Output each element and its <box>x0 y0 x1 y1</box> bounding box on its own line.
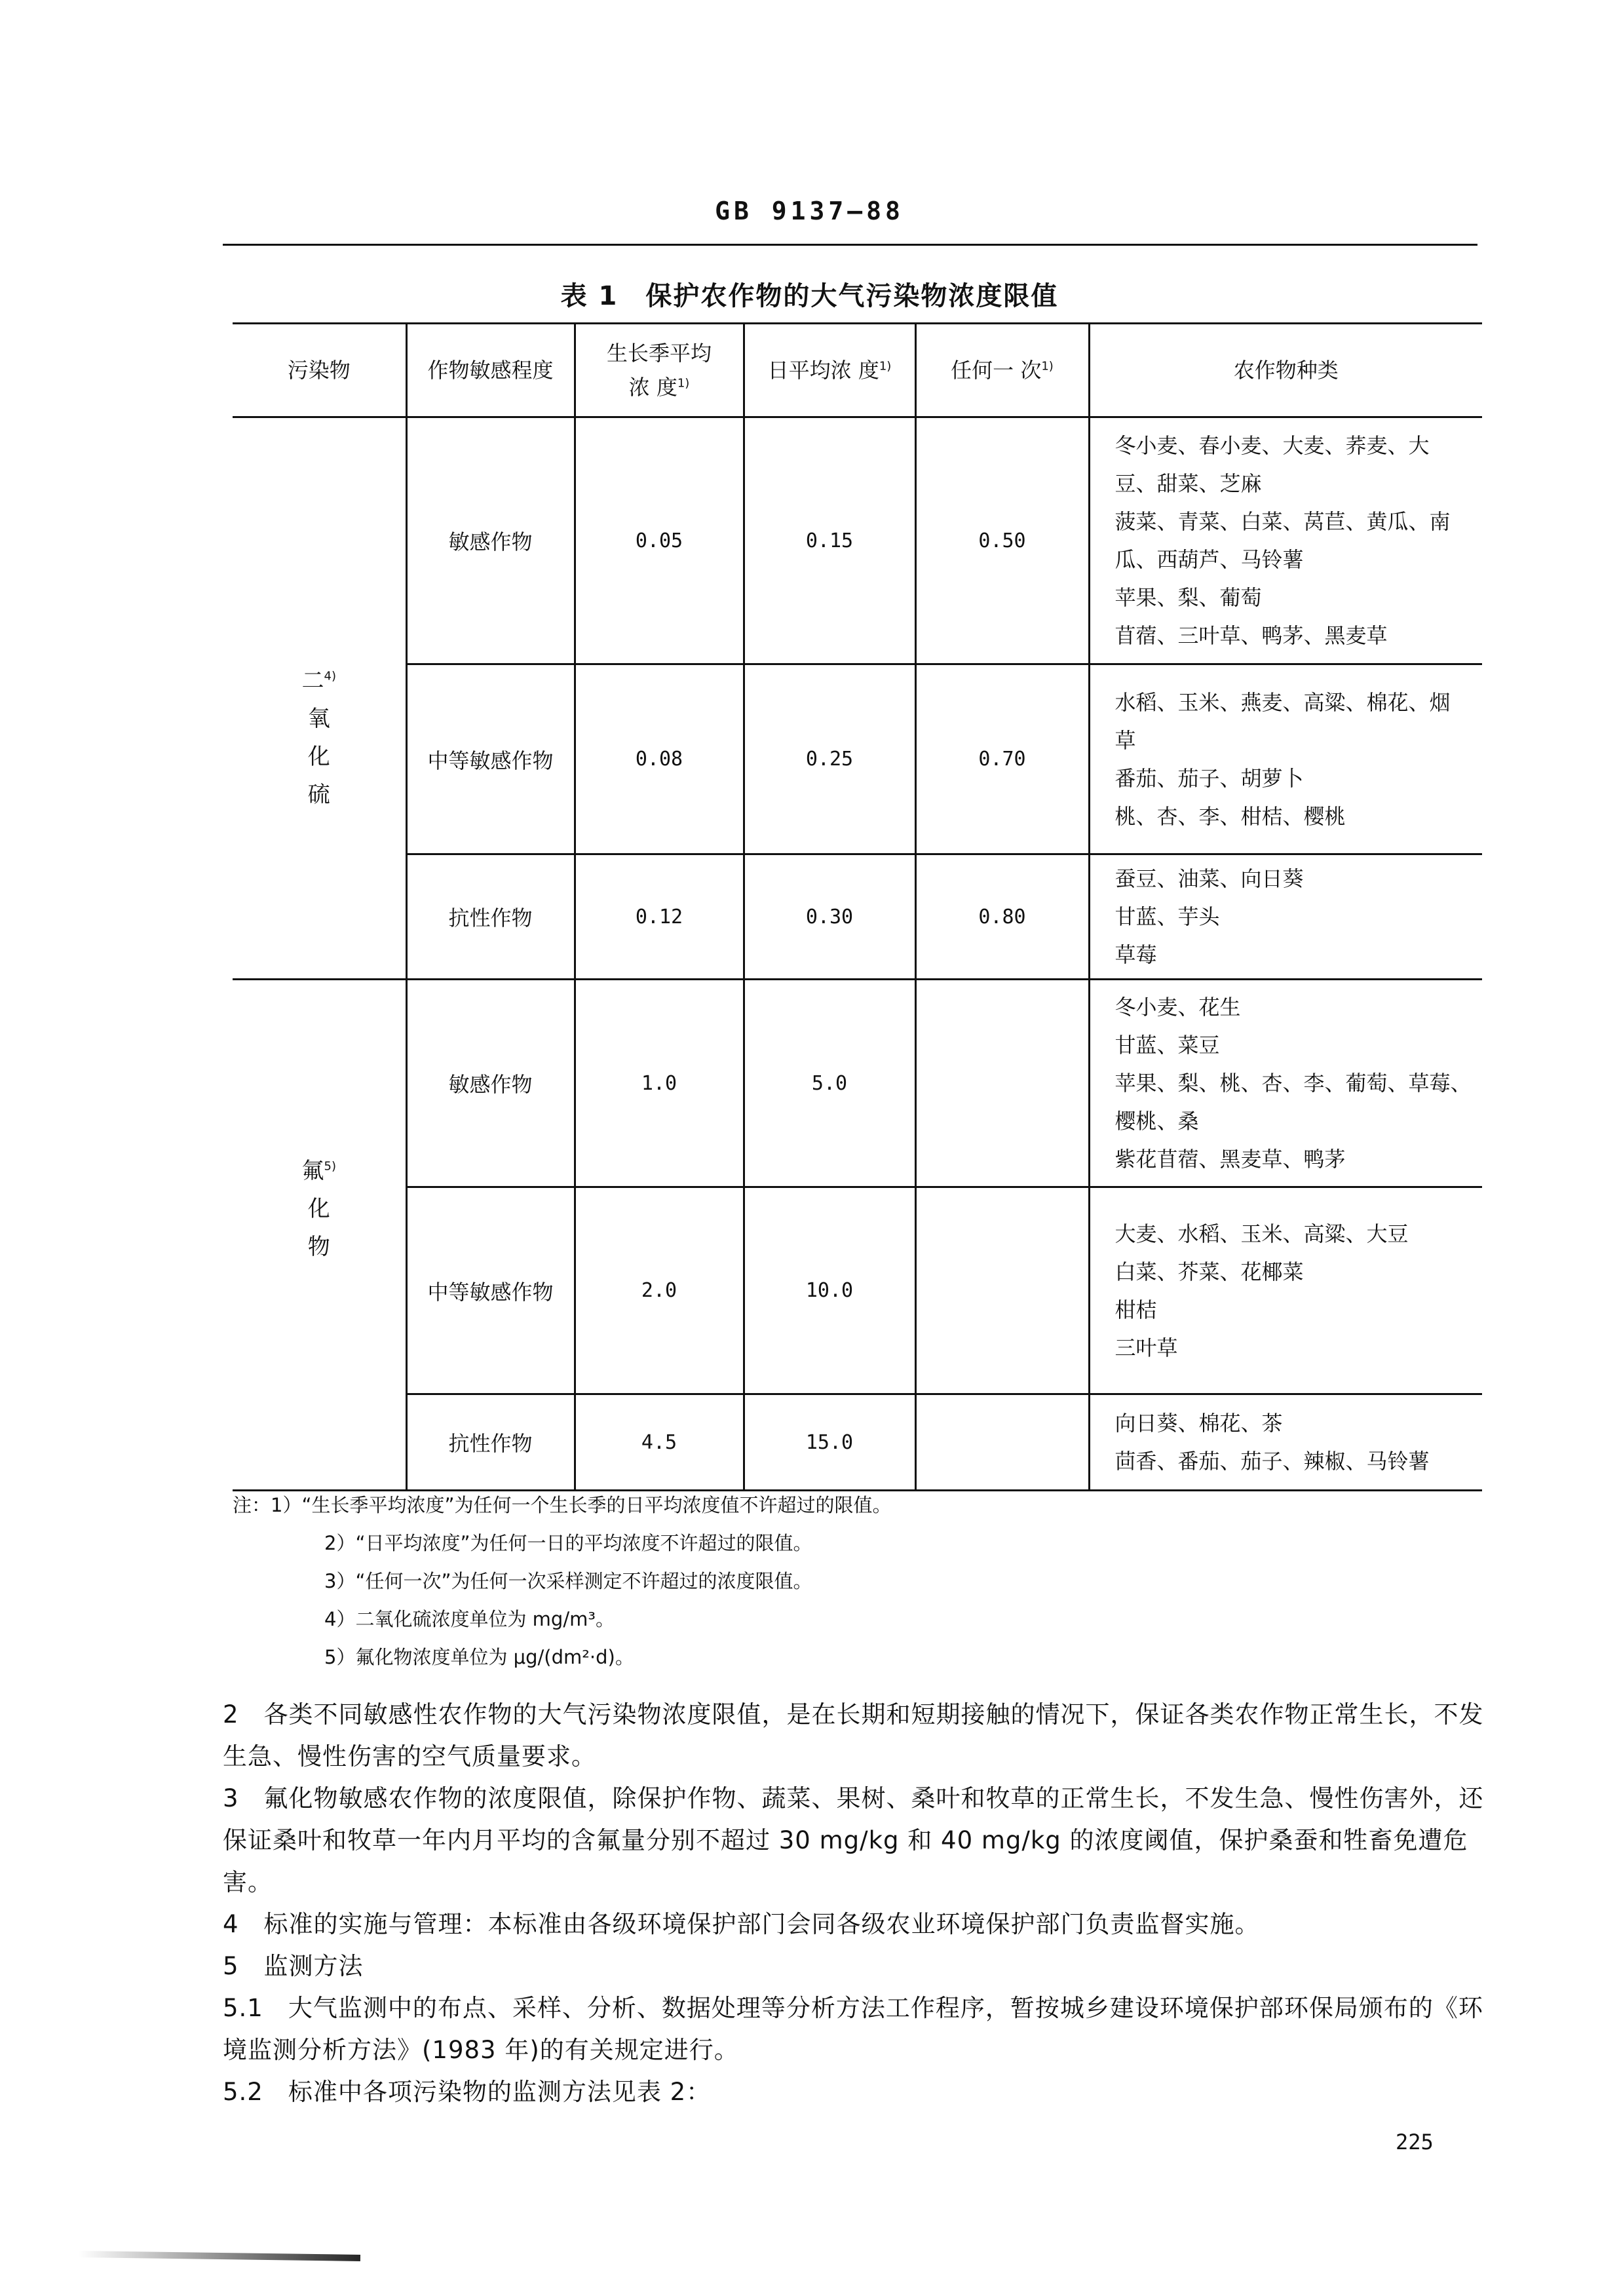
sensitivity-cell: 敏感作物 <box>406 417 575 664</box>
header-season-note: 1) <box>677 376 690 391</box>
scan-artifact <box>79 2251 360 2261</box>
once-value: 0.80 <box>915 854 1089 980</box>
paragraph: 5 监测方法 <box>223 1952 364 1980</box>
header-once-note: 1) <box>1041 359 1054 373</box>
sensitivity-cell: 敏感作物 <box>406 980 575 1187</box>
daily-value: 0.15 <box>744 417 915 664</box>
crops-cell: 冬小麦、花生 甘蓝、菜豆 苹果、梨、桃、杏、李、葡萄、草莓、 樱桃、桑 紫花苜蓿、黑麦草、鸭茅 <box>1089 980 1482 1187</box>
crops-cell: 蚕豆、油菜、向日葵 甘蓝、芋头 草莓 <box>1089 854 1482 980</box>
table-row <box>233 1394 1482 1491</box>
table-row <box>233 417 1482 664</box>
note-item: 注：1）“生长季平均浓度”为任何一个生长季的日平均浓度值不许超过的限值。 <box>233 1494 892 1516</box>
once-value <box>915 1187 1089 1394</box>
notes-label: 注： <box>233 1494 271 1516</box>
standard-code: GB 9137—88 <box>715 197 904 225</box>
once-value: 0.50 <box>915 417 1089 664</box>
header-pollutant: 污染物 <box>233 324 406 417</box>
header-any-once: 任何一 次$^{1)}$ <box>915 324 1089 417</box>
header-daily-note: 1) <box>879 359 892 373</box>
table-title: 表 1 保护农作物的大气污染物浓度限值 <box>560 281 1059 311</box>
header-rule <box>223 244 1477 246</box>
header-season-average <box>575 324 744 417</box>
table-row <box>233 854 1482 980</box>
table-row <box>233 664 1482 854</box>
pollutant-fluoride: 氟$^{5)}$ 化 物 <box>233 980 406 1491</box>
season-value: 0.05 <box>575 417 744 664</box>
crops-cell: 水稻、玉米、燕麦、高粱、棉花、烟 草 番茄、茄子、胡萝卜 桃、杏、李、柑桔、樱桃 <box>1089 664 1482 854</box>
daily-value: 15.0 <box>744 1394 915 1491</box>
header-season-line2: 浓 度 <box>628 375 677 400</box>
header-sensitivity: 作物敏感程度 <box>406 324 575 417</box>
note-item: 5）氟化物浓度单位为 μg/(dm²·d)。 <box>324 1646 634 1668</box>
crops-cell: 大麦、水稻、玉米、高粱、大豆 白菜、芥菜、花椰菜 柑桔 三叶草 <box>1089 1187 1482 1394</box>
sensitivity-cell: 抗性作物 <box>406 1394 575 1491</box>
season-value: 2.0 <box>575 1187 744 1394</box>
daily-value: 5.0 <box>744 980 915 1187</box>
once-value <box>915 980 1089 1187</box>
limits-table <box>233 322 1482 1491</box>
table-header-row <box>233 324 1482 417</box>
header-season-line1: 生长季平均 <box>606 341 712 366</box>
sensitivity-cell: 抗性作物 <box>406 854 575 980</box>
crops-cell: 向日葵、棉花、茶 茴香、番茄、茄子、辣椒、马铃薯 <box>1089 1394 1482 1491</box>
note-item: 2）“日平均浓度”为任何一日的平均浓度不许超过的限值。 <box>324 1532 812 1554</box>
season-value: 1.0 <box>575 980 744 1187</box>
body-text <box>223 1694 1494 2113</box>
daily-value: 0.30 <box>744 854 915 980</box>
note-item: 4）二氧化硫浓度单位为 mg/m³。 <box>324 1608 615 1630</box>
paragraph: 3 氟化物敏感农作物的浓度限值，除保护作物、蔬菜、果树、桑叶和牧草的正常生长，不发生急、慢性伤害外，还保证桑叶和牧草一年内月平均的含氟量分别不超过 30 mg/kg 和 40 mg/kg 的浓度阈值，保护桑蚕和牲畜免遭危害。 <box>223 1784 1484 1896</box>
season-value: 0.08 <box>575 664 744 854</box>
crops-cell: 冬小麦、春小麦、大麦、荞麦、大 豆、甜菜、芝麻 菠菜、青菜、白菜、莴苣、黄瓜、南 瓜、西葫芦、马铃薯 苹果、梨、葡萄 苜蓿、三叶草、鸭茅、黑麦草 <box>1089 417 1482 664</box>
sensitivity-cell: 中等敏感作物 <box>406 664 575 854</box>
paragraph: 2 各类不同敏感性农作物的大气污染物浓度限值，是在长期和短期接触的情况下，保证各类农作物正常生长，不发生急、慢性伤害的空气质量要求。 <box>223 1700 1484 1770</box>
sensitivity-cell: 中等敏感作物 <box>406 1187 575 1394</box>
table-row <box>233 980 1482 1187</box>
daily-value: 10.0 <box>744 1187 915 1394</box>
season-value: 0.12 <box>575 854 744 980</box>
table-notes <box>233 1486 892 1676</box>
paragraph: 5.2 标准中各项污染物的监测方法见表 2： <box>223 2078 712 2106</box>
page-number: 225 <box>1396 2130 1434 2154</box>
table-row <box>233 1187 1482 1394</box>
season-value: 4.5 <box>575 1394 744 1491</box>
pollutant-so2: 二$^{4)}$ 氧 化 硫 <box>233 417 406 980</box>
paragraph: 5.1 大气监测中的布点、采样、分析、数据处理等分析方法工作程序，暂按城乡建设环境保护部环保局颁布的《环境监测分析方法》(1983 年)的有关规定进行。 <box>223 1994 1483 2064</box>
header-crops: 农作物种类 <box>1089 324 1482 417</box>
daily-value: 0.25 <box>744 664 915 854</box>
once-value <box>915 1394 1089 1491</box>
header-daily-average: 日平均浓 度$^{1)}$ <box>744 324 915 417</box>
note-item: 3）“任何一次”为任何一次采样测定不许超过的浓度限值。 <box>324 1570 812 1592</box>
paragraph: 4 标准的实施与管理：本标准由各级环境保护部门会同各级农业环境保护部门负责监督实施。 <box>223 1910 1260 1938</box>
once-value: 0.70 <box>915 664 1089 854</box>
